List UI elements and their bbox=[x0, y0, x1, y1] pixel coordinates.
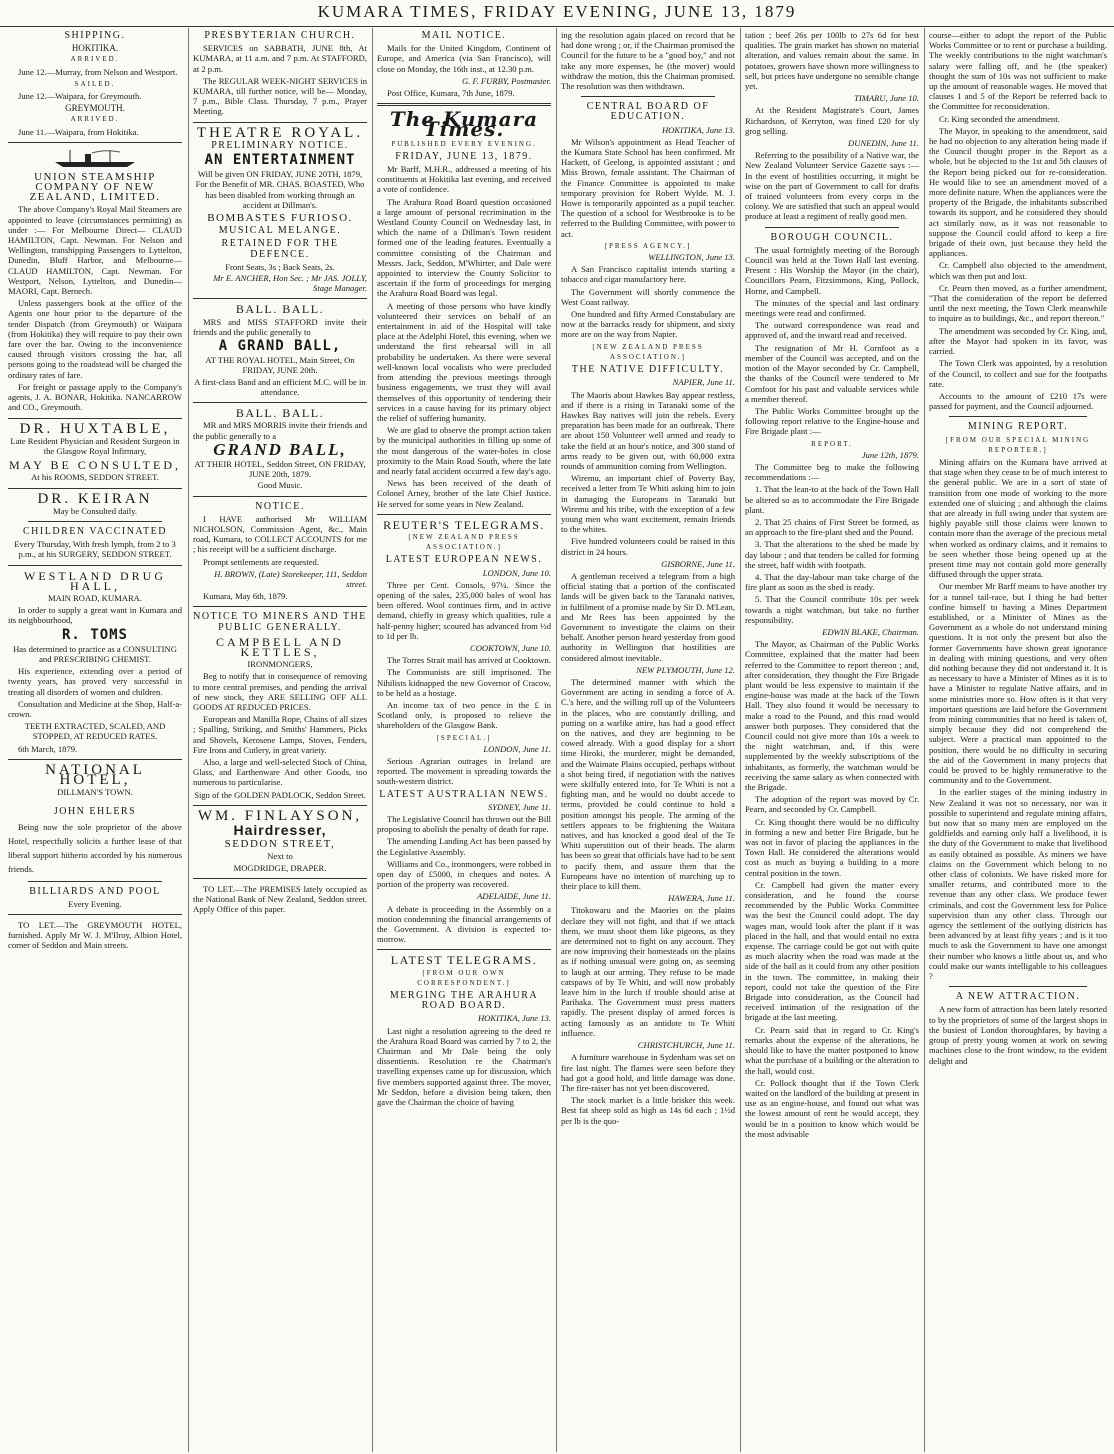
stock-continued: tation ; beef 26s per 100lb to 27s 6d for best qualities. The grain market has shown no material alteration, and values remain about the same. In potatoes, growers have shown more willingness to sell, but prices have undergone no sensible change yet. bbox=[745, 30, 919, 92]
port-hokitika: HOKITIKA. bbox=[71, 43, 119, 54]
press-agency-tag: [PRESS AGENCY.] bbox=[604, 241, 692, 250]
arrival-entry-2: June 11.—Waipara, from Hokitika. bbox=[18, 126, 139, 137]
native-news-2: Wiremu, an important chief of Poverty Bay, received a letter from Te Whiti asking him to join in damaging the Europeans in Taranaki but Wiremu and his tribe, with the exception of a few young men who want excitement, remain friends to the whites. bbox=[561, 473, 735, 535]
national-hotel-sub: DILLMAN'S TOWN. bbox=[57, 787, 133, 798]
arrived-label: ARRIVED. bbox=[70, 55, 120, 64]
steamship-icon bbox=[45, 148, 145, 168]
nzpa-tag: [NEW ZEALAND PRESS ASSOCIATION.] bbox=[592, 342, 704, 361]
latest-telegrams-heading: LATEST TELEGRAMS. bbox=[390, 953, 538, 968]
campbell-body: Beg to notify that in consequence of removing to more central premises, and pending the arrival of new stock, they ARE SELLING OFF ALL GOODS AT REDUCED PRICES. bbox=[193, 671, 367, 712]
sydney-dateline: SYDNEY, June 11. bbox=[487, 801, 551, 812]
ball-heading-1: BALL. BALL. bbox=[235, 302, 325, 317]
column-5 bbox=[740, 28, 923, 1452]
borough-c1: Cr. King seconded the amendment. bbox=[939, 113, 1060, 124]
report-1: 1. That the lean-to at the back of the Town Hall be altered so as to accommodate the Fire Brigade plant. bbox=[745, 484, 919, 515]
to-let-notice: TO LET.—The GREYMOUTH HOTEL, furnished. Apply Mr W. J. M'Ilroy, Albion Hotel, corner of Seddon and Main streets. bbox=[8, 920, 182, 951]
christchurch-dateline: CHRISTCHURCH, June 11. bbox=[637, 1040, 735, 1051]
borough-6: The Mayor, as Chairman of the Public Works Committee, explained that the matter had been referred to the Committee to report thereon ; and, after consideration, they thought the Fire Brigade plant would be less expensive to maintain if the engine-house was made at the back of the Town Hall. They also found it would be necessary to make a road to the Pound, and this road would answer both purposes. They considered that the Council could not give more than 10s a week to the night watchman, and, if this were supplemented by the weekly subscriptions of the inhabitants, as formerly, the watchman would be receiving the same salary as when connected with the Brigade. bbox=[745, 639, 919, 793]
au-news-2: The amending Landing Act has been passed by the Legislative Assembly. bbox=[377, 836, 551, 857]
huxtable-consult: MAY BE CONSULTED, bbox=[8, 458, 182, 473]
teeth-notice: TEETH EXTRACTED, SCALED, AND STOPPED, AT REDUCED RATES. bbox=[24, 721, 166, 742]
keiran-heading: DR. KEIRAN bbox=[37, 490, 153, 507]
borough-c4: Cr. Pearn then moved, as a further amendment, "That the consideration of the report be deferred until the next meeting, the Town Clerk meanwhile to inquire as to buildings, &c., and report thereon." bbox=[929, 282, 1107, 324]
special-tag: [SPECIAL.] bbox=[436, 733, 492, 742]
native-news-8: The stock market is a little brisker this week. Best fat sheep sold as high as 14s 6d each ; 1½d per lb is the quo- bbox=[561, 1095, 735, 1126]
mining-heading: MINING REPORT. bbox=[967, 421, 1069, 433]
huxtable-heading: DR. HUXTABLE, bbox=[19, 420, 171, 437]
toms-body: Has determined to practice as a CONSULTING and PRESCRIBING CHEMIST. bbox=[13, 643, 177, 664]
european-heading: LATEST EUROPEAN NEWS. bbox=[385, 554, 543, 566]
borough-8: Cr. King thought there would be no difficulty in forming a new and better Fire Brigade, but he was not in favor of placing the appliances in the Town Hall. He considered the alterations would cost as much as buying a building in a more central position in the town. bbox=[745, 816, 919, 878]
leader-5: News has been received of the death of Colonel Arney, brother of the late Chief Justice. He served for some years in New Zealand. bbox=[377, 478, 551, 509]
divider bbox=[193, 496, 367, 497]
column-6 bbox=[924, 28, 1111, 1452]
ball-heading-2: BALL. BALL. bbox=[235, 406, 325, 421]
divider bbox=[377, 949, 551, 950]
leader-1: Mr Barff, M.H.R., addressed a meeting of his constituents at Hokitika last evening, and received a vote of confidence. bbox=[377, 164, 551, 195]
huxtable-at: At his ROOMS, SEDDON STREET. bbox=[31, 472, 159, 483]
column-2 bbox=[188, 28, 371, 1452]
vaccinated-heading: CHILDREN VACCINATED bbox=[23, 525, 167, 537]
divider bbox=[193, 402, 367, 403]
au-news-1: The Legislative Council has thrown out the Bill proposing to abolish the penalty of death for rape. bbox=[377, 814, 551, 835]
royal-hotel: AT THE ROYAL HOTEL, Main Street, On FRIDAY, JUNE 20th. bbox=[205, 355, 355, 376]
leader-3: A meeting of those persons who have kindly volunteered their services on behalf of an entertainment in aid of the Hospital will take place at the Adelphi Hotel, this evening, when we understand the first rehearsal will in all probability be undertaken. As there were several well-known local vocalists who were precluded from attending the previous meetings through business engagements, we trust they will avail themselves of this opportunity of tendering their services in a cause having for its primary object the relief of suffering humanity. bbox=[377, 300, 551, 423]
borough-11: Cr. Pollock thought that if the Town Clerk waited on the landlord of the building at present in use as an engine-house, and found out what was the lowest amount of rent he would accept, they would be in a position to know which would be the most advisable bbox=[745, 1077, 919, 1139]
london-dateline-2: LONDON, June 11. bbox=[483, 743, 551, 754]
prompt-settlements: Prompt settlements are requested. bbox=[203, 556, 319, 567]
retained-defence: RETAINED FOR THE DEFENCE. bbox=[221, 238, 339, 260]
billiards-sub: Every Evening. bbox=[68, 898, 122, 909]
native-difficulty-heading: THE NATIVE DIFFICULTY. bbox=[571, 364, 725, 376]
merging-heading: MERGING THE ARAHURA ROAD BOARD. bbox=[389, 990, 539, 1012]
brown-date: Kumara, May 6th, 1879. bbox=[203, 591, 288, 602]
toms-name: R. TOMS bbox=[61, 626, 128, 643]
stafford-invite: MRS and MISS STAFFORD invite their friends and the public generally to bbox=[193, 316, 367, 337]
entertainment-body: Will be given ON FRIDAY, JUNE 20TH, 1879, For the Benefit of MR. CHAS. BOASTED, Who has been disabled from working through an accident at Dillman's. bbox=[195, 169, 365, 210]
next-to: Next to bbox=[267, 851, 293, 862]
arrival-entry: June 12.—Murray, from Nelson and Westport. bbox=[18, 66, 178, 77]
native-news-5: The determined manner with which the Government are acting in sending a force of A. C.'s here, and the willing roll up of the Volunteers in the places, who are constantly drilling, and putting on a warlike attire, has had a good effect on the natives, and they are beginning to be cowed already. With a good display for a short time Hiroki, the murderer, might be demanded, and the Waimate Plains occupied, perhaps without a shot being fired, if negotiation with the natives were skilfully entered into, for Te Whiti is not a fighting man, and he would no doubt accede to terms, provided he could continue to hold a position amongst his people. The arming of the settlers appears to be frightening the Waitara natives, and has knocked a good deal of the Te Whiti superstition out of their heads. The alarm has been so great that officials have had to be sent to pacify them, and assure them that the Europeans have no intention of marching up to their place to kill them. bbox=[561, 676, 735, 892]
notice-body-1: I HAVE authorised Mr WILLIAM NICHOLSON, Commission Agent, &c., Main road, Kumara, to COLLECT ACCOUNTS for me ; his receipt will be a sufficient discharge. bbox=[193, 513, 367, 555]
mining-2: Our member Mr Barff means to have another try for a tunnel tail-race, but I thing he had better confine himself to having a Mines Department established, or a Minister of Mines as the Government as a whole do not understand mining questions. It is not only the present but also the former Governments have shown great ignorance in dealing with mining questions, and very often did nothing because they did not understand it. It is as necessary to have a Minister of Mines as it is to have a Minister to regulate Native affairs, and in some ministries more so. How often is it that very important questions are laid before the Government from mining communities that no heed is taken of, simply because they did not comprehend the subject. Were a practical man appointed to the position, there would be no difficulty in securing the aid of the Government in many projects that could be proved to be highly remunerative to the community and to the Government. bbox=[929, 581, 1107, 786]
divider bbox=[377, 103, 551, 106]
report-2: 2. That 25 chains of First Street be formed, as an approach to the fire-plant shed and the Pound. bbox=[745, 516, 919, 538]
divider bbox=[377, 514, 551, 515]
arrived-label-2: ARRIVED. bbox=[70, 115, 120, 124]
divider bbox=[193, 805, 367, 806]
teeth-date: 6th March, 1879. bbox=[18, 743, 78, 754]
column-1 bbox=[4, 28, 186, 1452]
eu-news-2: The Torres Strait mail has arrived at Cooktown. bbox=[387, 655, 551, 666]
merging-continued: ing the resolution again placed on record that he had done wrong ; or, if the Chairman promised the Council for the future to be a "good boy," and not take any more expenses, he (the mover) would withdraw the motion, this the Chairman promised. The resolution was then withdrawn. bbox=[561, 30, 735, 92]
borough-9: Cr. Campbell had given the matter every consideration, and he found the course recommended by the Public Works Committee was the best the Council could adopt. The day wages man, would look after the plant if it was placed in the hall, and that would entail no extra expense. The carriage could be got out with quite as much alacrity when the road was made at the side of the hall as it could from any other position in the town. The committee, in making their report, could not take the question of the Fire Brigade into consideration, as the Council had received intimation of the resignation of the brigade at the last meeting. bbox=[745, 879, 919, 1023]
divider bbox=[193, 878, 367, 879]
presbyterian-body: SERVICES on SABBATH, JUNE 8th, At KUMARA, at 11 a.m. and 7 p.m. At STAFFORD, at 2 p.m. bbox=[193, 43, 367, 74]
band-note: A first-class Band and an efficient M.C. will be in attendance. bbox=[194, 376, 366, 397]
mail-notice-heading: MAIL NOTICE. bbox=[421, 30, 507, 41]
morris-invite: MR and MRS MORRIS invite their friends and the public generally to a bbox=[193, 420, 367, 441]
national-hotel-heading: NATIONAL HOTEL, bbox=[45, 761, 145, 788]
issue-date: FRIDAY, JUNE 13, 1879. bbox=[395, 150, 533, 162]
ehlers-name: JOHN EHLERS bbox=[53, 806, 137, 818]
divider bbox=[949, 416, 1087, 417]
union-heading: UNION STEAMSHIP COMPANY OF NEW ZEALAND, LIMITED. bbox=[29, 170, 161, 204]
hokitika-dateline: HOKITIKA, June 13. bbox=[477, 1013, 551, 1024]
vaccinated-body: Every Thursday, With fresh lymph, from 2 to 3 p.m., at his SURGERY, SEDDON STREET. bbox=[14, 539, 176, 560]
attraction-body: A new form of attraction has been lately resorted to by the proprietors of some of the largest shops in the busiest of London thoroughfares, by having a group of pretty young women at work on sewing machines close to the front window, to the evident delight and bbox=[929, 1004, 1107, 1066]
dunedin-dateline: DUNEDIN, June 11. bbox=[848, 138, 919, 149]
divider bbox=[28, 881, 162, 882]
report-heading: REPORT. bbox=[811, 439, 853, 448]
borough-5: The Public Works Committee brought up the following report relative to the Engine-house and Fire Brigade plant :— bbox=[745, 405, 919, 437]
borough-c3: Cr. Campbell also objected to the amendment, which was then put and lost. bbox=[929, 260, 1107, 281]
huxtable-body: Late Resident Physician and Resident Surgeon in the Glasgow Royal Infirmary, bbox=[10, 435, 180, 456]
ancher-signature: Mr E. ANCHER, Hon Sec. ; Mr JAS. JOLLY, Stage Manager. bbox=[213, 273, 367, 294]
drug-hall-sub: MAIN ROAD, KUMARA. bbox=[47, 592, 143, 603]
report-intro: The Committee beg to make the following recommendations :— bbox=[745, 461, 919, 483]
education-body: Mr Wilson's appointment as Head Teacher of the Kumara State School has been confirmed. Mr Hackett, of Geelong, is appointed assistant ; and Miss Brown, female assistant. The Chairman of the Finance Committee is appointed to make temporary provision for Robert Wylde. M. J. Howe is temporarily appointed as a pupil teacher. The question of a school for Westbrooke is to be referred to the Building Committee, with power to act. bbox=[561, 136, 735, 239]
own-correspondent-tag: [FROM OUR OWN CORRESPONDENT.] bbox=[417, 968, 511, 987]
presbyterian-week: The REGULAR WEEK-NIGHT SERVICES in KUMARA, till further notice, will be— Monday, 7 p.m., Bible Class. Thursday, 7 p.m., Prayer Meeting. bbox=[193, 75, 367, 117]
leader-4: We are glad to observe the prompt action taken by the municipal authorities in filling up some of the most dangerous of the water-holes in close proximity to the Main Road South, where the late and nearly fatal accident occurred a few day's ago. bbox=[377, 425, 551, 476]
mail-notice-body: Mails for the United Kingdom, Continent of Europe, and America (via San Francisco), will close on Monday, the 16th inst., at 12.30 p.m. bbox=[377, 43, 551, 74]
divider bbox=[193, 122, 367, 123]
billiards-heading: BILLIARDS AND POOL bbox=[29, 885, 161, 897]
au-news-4: A debate is proceeding in the Assembly on a motion condemning the financial arrangements of the Government. A division is expected to-morrow. bbox=[377, 903, 551, 945]
cooktown-dateline: COOKTOWN, June 10. bbox=[469, 642, 551, 653]
sailed-label: SAILED. bbox=[74, 79, 116, 88]
divider bbox=[8, 142, 182, 143]
gisborne-dateline: GISBORNE, June 11. bbox=[661, 558, 735, 569]
au-news-3: Williams and Co., ironmongers, were robbed in open day of £5000, in cheques and notes. A portion of the property was recovered. bbox=[377, 858, 551, 890]
hairdresser: Hairdresser, bbox=[233, 822, 327, 838]
australian-heading: LATEST AUSTRALIAN NEWS. bbox=[379, 788, 549, 800]
divider bbox=[8, 418, 182, 419]
pa-news-3: One hundred and fifty Armed Constabulary are now at the barracks ready for shipment, and sixty more are on the way from Napier. bbox=[561, 309, 735, 340]
eu-news-5: Serious Agrarian outrages in Ireland are reported. The movement is spreading towards the south-western district. bbox=[377, 756, 551, 787]
drug-hall-heading: WESTLAND DRUG HALL, bbox=[24, 568, 166, 593]
theatre-heading: THEATRE ROYAL. bbox=[196, 124, 364, 141]
native-news-6: Titokowaru and the Maories on the plains declare they will not fight, and that if we attack them, we must shoot them like pigeons, as they are determined not to fight on any account. They are now improving their homesteads on the plains as if nothing unusual were going on, as seeming to laugh at our arming. They refuse to be made catspaws of by Te Whiti, and will now probably leave him in the lurch if trouble should arise at Parihaka. The Government must press matters rapidly. The present display of armed forces is acting famously as an antidote to Te Whiti influence. bbox=[561, 905, 735, 1038]
hokitika-dateline: HOKITIKA, June 13. bbox=[661, 124, 735, 135]
mining-1: Mining affairs on the Kumara have arrived at that stage when they cease to be of much interest to the general public. We are in a sort of state of transition from one mode of working to the more extended one of sluicing ; and although the claims that are already in full swing under that system are highly payable still those claims were known to contain more than the average of the precious metal when worked as ordinary claims, and it remains to be seen whether those being opened up at the present time may not contain gold more generally diffused through the upper strata. bbox=[929, 456, 1108, 580]
eu-news-4: An income tax of two pence in the £ in Scotland only, is proposed to relieve the shareholders of the Glasgow Bank. bbox=[377, 699, 551, 731]
keiran-body: May be Consulted daily. bbox=[53, 505, 137, 516]
bombastes: BOMBASTES FURIOSO. bbox=[207, 212, 353, 225]
ehlers-body: Being now the sole proprietor of the above Hotel, respectfully solicits a further lease of that liberal support hitherto accorded by his numerous friends. bbox=[8, 821, 182, 874]
entertainment-heading: AN ENTERTAINMENT bbox=[204, 152, 356, 169]
divider bbox=[8, 759, 182, 760]
divider bbox=[8, 914, 182, 915]
borough-c2: The Mayor, in speaking to the amendment, said he had no objection to any alteration being made if the Council thought proper in the Report as a whole, but he objected to the 1st and 5th clauses of the Report being picked out for re-consideration. He would like to see an amendment moved of a more definite nature. When the appliances were the property of the Brigade, the inhabitants subscribed towards its support, and he considered they should act similarly now, as it was not reasonable to suppose the Council could afford to keep a fire brigade of their own, just because they held the appliances. bbox=[929, 125, 1107, 259]
published-line: PUBLISHED EVERY EVENING. bbox=[391, 139, 537, 148]
seat-prices: Front Seats, 3s ; Back Seats, 2s. bbox=[225, 261, 335, 272]
london-dateline: LONDON, June 10. bbox=[482, 567, 551, 578]
reuters-heading: REUTER'S TELEGRAMS. bbox=[383, 517, 545, 532]
divider bbox=[193, 298, 367, 299]
native-news-7: A furniture warehouse in Sydenham was set on fire last night. The flames were seen before they had got a good hold, and little damage was done. The fire-raiser has not yet been discovered. bbox=[561, 1052, 735, 1093]
union-note: Unless passengers book at the office of the Agents one hour prior to the departure of the tender Dispatch (from Greymouth) or Waipara (from Hokitika) they will require to pay their own fare over the bar. Owing to the inconvenience caused through visitors crossing the bar, all persons going to the roadstead will be charged the ordinary rates of fare. bbox=[8, 298, 182, 380]
borough-2: The minutes of the special and last ordinary meetings were read and confirmed. bbox=[745, 297, 919, 319]
morris-at: AT THEIR HOTEL, Seddon Street, ON FRIDAY, JUNE 20th, 1879. bbox=[194, 458, 366, 480]
union-apply: For freight or passage apply to the Company's agents, J. A. BONAR, Hokitika. NANCARROW and CO., Greymouth. bbox=[8, 381, 182, 413]
campbell-body-2: European and Manilla Rope, Chains of all sizes ; Spalling, Striking, and Smiths' Hammers, Picks and Shovels, Kerosene Lamps, Stoves, Fenders, Fire Irons and Cutlery, in great variety. bbox=[193, 714, 367, 755]
borough-c6: The Town Clerk was appointed, by a resolution of the Council, to collect and sue for the footpaths rate. bbox=[929, 358, 1107, 389]
campbell-body-3: Also, a large and well-selected Stock of China, Glass, and Earthenware And other Goods, too numerous to particularise. bbox=[193, 756, 367, 788]
hawera-dateline: HAWERA, June 11. bbox=[668, 893, 735, 904]
drug-hall-body: In order to supply a great want in Kumara and its neighbourhood, bbox=[8, 605, 182, 626]
furby-signature: G. F. FURBY, Postmaster. bbox=[461, 75, 551, 86]
divider bbox=[28, 521, 162, 522]
good-music: Good Music. bbox=[257, 480, 303, 491]
napier-dateline: NAPIER, June 11. bbox=[672, 377, 735, 388]
borough-10: Cr. Pearn said that in regard to Cr. King's remarks about the expense of the alterations, he should like to have the matter postponed to know what the purchase of a building or the alteration to the hall, would cost. bbox=[745, 1024, 919, 1076]
native-news-1: The Maoris about Hawkes Bay appear restless, and if there is a rising in Taranaki some of the Hawkes Bay natives will join the rebels. Every preparation has been made for an outbreak. There are about 150 Volunteer well armed and ready to take the field at an hour's notice, and 300 stand of arms ready to be given out, with 60,000 extra rounds of ammunition coming from Wellington. bbox=[561, 389, 735, 471]
borough-c5: The amendment was seconded by Cr. King, and, after the Mayor had spoken in its favor, was carried. bbox=[929, 325, 1107, 357]
campbell-heading: CAMPBELL AND KETTLES, bbox=[216, 634, 344, 659]
native-news-4: A gentleman received a telegram from a high official stating that a portion of the confiscated lands will be given back to the Taranaki natives, in fulfilment of a promise made by Sir D. M'Lean, and Mr Rees has been appointed by the Government to investigate the claims on their behalf. Another person heard yesterday from good authority in Wellington that hostilities are considered almost inevitable. bbox=[561, 570, 735, 663]
toms-consult: Consultation and Medicine at the Shop, Half-a-crown. bbox=[8, 698, 182, 719]
divider bbox=[193, 606, 367, 607]
mail-date: Post Office, Kumara, 7th June, 1879. bbox=[387, 88, 515, 99]
masthead: KUMARA TIMES, FRIDAY EVENING, JUNE 13, 1879 bbox=[0, 0, 1114, 27]
mining-3: In the earlier stages of the mining industry in New Zealand it was not so necessary, nor was it possible to superintend and regulate mining affairs, but now that so many men are employed on the goldfields and earning only half a livelihood, it is the duty of the Government to make that livelihood as easily obtained as possible. As miners we have claims on the Government which belong to no other class of colonists. We have risked more for smaller returns, and contributed more to the revenue than any other class. We produce fewer criminals, and cost the Government less for Police supervision than any other class. Through our agency the settlement of the outlying districts has been advanced by at least fifty years ; and is it too much to ask the Government to have one amongst their number who knows a little about us, and who could make our wants intelligable to his colleagues ? bbox=[929, 787, 1107, 982]
divider bbox=[765, 227, 899, 228]
borough-c7: Accounts to the amount of £210 17s were passed for payment, and the Council adjourned. bbox=[929, 390, 1107, 412]
education-heading: CENTRAL BOARD OF EDUCATION. bbox=[586, 101, 710, 123]
wellington-dateline: WELLINGTON, June 13. bbox=[648, 252, 735, 263]
mogdridge: MOGDRIDGE, DRAPER. bbox=[233, 862, 327, 873]
leader-2: The Arahura Road Board question occasioned a large amount of personal recrimination in the Westland County Council on Wednesday last, in which the name of a Dillman's Town resident formed one of the leading features. Eventually a committee consisting of the Chairman and Messrs. Jack, Seddon, M'Whirter, and Dale were appointed to interview the County Solicitor to ascertain if the form of proceedings for merging the Arahura Road Board was legal. bbox=[377, 196, 551, 299]
grand-ball-2: GRAND BALL, bbox=[213, 439, 347, 459]
borough-7: The adoption of the report was moved by Cr. Pearn, and seconded by Cr. Campbell. bbox=[745, 794, 919, 815]
grand-ball-1: A GRAND BALL, bbox=[218, 338, 342, 355]
blake-signature: EDWIN BLAKE, Chairman. bbox=[822, 626, 919, 637]
attraction-heading: A NEW ATTRACTION. bbox=[955, 991, 1081, 1003]
notice-heading-2: NOTICE TO MINERS AND THE PUBLIC GENERALLY. bbox=[193, 611, 367, 633]
divider bbox=[949, 986, 1087, 987]
adelaide-dateline: ADELAIDE, June 11. bbox=[477, 891, 551, 902]
timaru-dateline: TIMARU, June 10. bbox=[854, 93, 919, 104]
pa-news-2: The Government will shortly commence the West Coast railway. bbox=[561, 286, 735, 307]
column-4 bbox=[556, 28, 739, 1452]
finlayson-heading: WM. FINLAYSON, bbox=[197, 807, 363, 824]
to-let-premises: TO LET.—The PREMISES lately occupied as the National Bank of New Zealand, Seddon street. Apply Office of this paper. bbox=[193, 883, 367, 915]
eu-news-3: The Communists are still imprisoned. The Nihilists kidnapped the new Governor of Cracow, to be held as a hostage. bbox=[377, 667, 551, 698]
timaru-news: At the Resident Magistrate's Court, James Richardson, of Kerryton, was fined £20 for sly grog selling. bbox=[745, 105, 919, 136]
brown-signature: H. BROWN, (Late) Storekeeper, 111, Seddon street. bbox=[214, 568, 367, 589]
report-4: 4. That the day-labour man take charge of the fire plant as soon as the shed is ready. bbox=[745, 571, 919, 593]
borough-3: The outward correspondence was read and approved of, and the inward read and received. bbox=[745, 320, 919, 341]
eu-news-1: Three per Cent. Consols, 97¼. Since the opening of the sales, 235,000 bales of wool has been offered. Wool continues firm, and in active demand, chiefly in greasy which qualities, rule a half-penny higher; scoured has advanced from ½d to 1d per lb. bbox=[377, 579, 551, 641]
dunedin-news: Referring to the possibility of a Native war, the New Zealand Volunteer Service Gazette says :—In the event of hostilities occurring, it might be wise on the part of Government to call for drafts of trained volunteers from every corps in the colony. We are satisfied that such an appeal would produce at least a regiment of really good men. bbox=[745, 150, 919, 222]
borough-continued: course—either to adopt the report of the Public Works Committee or to rent or purchase a building. The weekly contributions to the night watchman's salary were falling off, and he (the speaker) thought the sum of 10s was not sufficient to make up the amount of reasonable wages. He moved that clauses 1 and 5 of the Report be referred back to the Committee for reconsideration. bbox=[929, 30, 1107, 112]
native-news-3: Five hundred volunteers could be raised in this district in 24 hours. bbox=[561, 536, 735, 557]
new-plymouth-dateline: NEW PLYMOUTH, June 12. bbox=[636, 664, 735, 675]
nzpa-tag: [NEW ZEALAND PRESS ASSOCIATION.] bbox=[408, 532, 520, 552]
divider bbox=[8, 565, 182, 566]
pa-news-1: A San Francisco capitalist intends starting a tobacco and cigar manufactory here. bbox=[561, 264, 735, 285]
divider bbox=[8, 488, 182, 489]
divider bbox=[581, 96, 715, 97]
report-date: June 12th, 1879. bbox=[861, 449, 919, 460]
golden-padlock: Sign of the GOLDEN PADLOCK, Seddon Street. bbox=[194, 789, 366, 800]
mining-sub: [FROM OUR SPECIAL MINING REPORTER.] bbox=[945, 435, 1091, 454]
presbyterian-heading: PRESBYTERIAN CHURCH. bbox=[204, 30, 356, 41]
shipping-heading: SHIPPING. bbox=[64, 30, 126, 41]
report-3: 3. That the alterations to the shed be made by day labour ; and that tenders be called for forming the street, half width with footpath. bbox=[745, 539, 919, 570]
column-3 bbox=[372, 28, 555, 1452]
notice-heading-1: NOTICE. bbox=[255, 500, 305, 512]
union-body: The above Company's Royal Mail Steamers are appointed to leave (circumstances permitting) as under :— For Melbourne Direct— CLAUD HAMILTON, Capt. Newman. For Nelson and Wellington, transhipping Passengers to Lyttelton, Dunedin, Bluff Harbor, and Melbourne— CLAUD HAMILTON, Capt. Newman. For Westport, Nelson, Lyttelton, and Dunedin— MAORI, Capt. Bernech. bbox=[8, 204, 182, 297]
preliminary-notice: PRELIMINARY NOTICE. bbox=[211, 139, 349, 151]
borough-1: The usual fortnightly meeting of the Borough Council was held at the Town Hall last evening. Present : His Worship the Mayor (in the chair), Councillors Pearn, Fitzsimmons, King, Pollock, Horne, and Campbell. bbox=[745, 244, 919, 296]
borough-heading: BOROUGH COUNCIL. bbox=[770, 231, 894, 243]
borough-4: The resignation of Mr H. Cornfoot as a member of the Council was accepted, and on the motion of the Mayor seconded by Cr. Campbell, the thanks of the Council were tendered to Mr Cornfoot for his past and valuable services while a member thereof. bbox=[745, 342, 919, 404]
toms-experience: His experience, extending over a period of twenty years, has proved very successful in treating all disorders of women and children. bbox=[8, 666, 182, 697]
seddon-street: SEDDON STREET, bbox=[224, 838, 336, 851]
musical-melange: MUSICAL MELANGE. bbox=[218, 225, 342, 237]
port-greymouth: GREYMOUTH. bbox=[65, 103, 125, 114]
report-5: 5. That the Council contribute 10s per week towards a night watchman, but take no further responsibility. bbox=[745, 594, 919, 625]
paper-title: The Kumara Times. bbox=[389, 107, 539, 142]
ironmongers: IRONMONGERS, bbox=[247, 659, 313, 670]
sailing-entry: June 12.—Waipara, for Greymouth. bbox=[18, 91, 142, 102]
merging-body: Last night a resolution agreeing to the deed re the Arahura Road Board was carried by 7 to 2, the Chairman and Mr Dale being the only dissentients. Resolution re the Chairman's travelling expenses came up for discussion, which five members supported against three. The mover, Mr Seddon, before a division being taken, then gave the Chairman the choice of having bbox=[377, 1025, 551, 1108]
